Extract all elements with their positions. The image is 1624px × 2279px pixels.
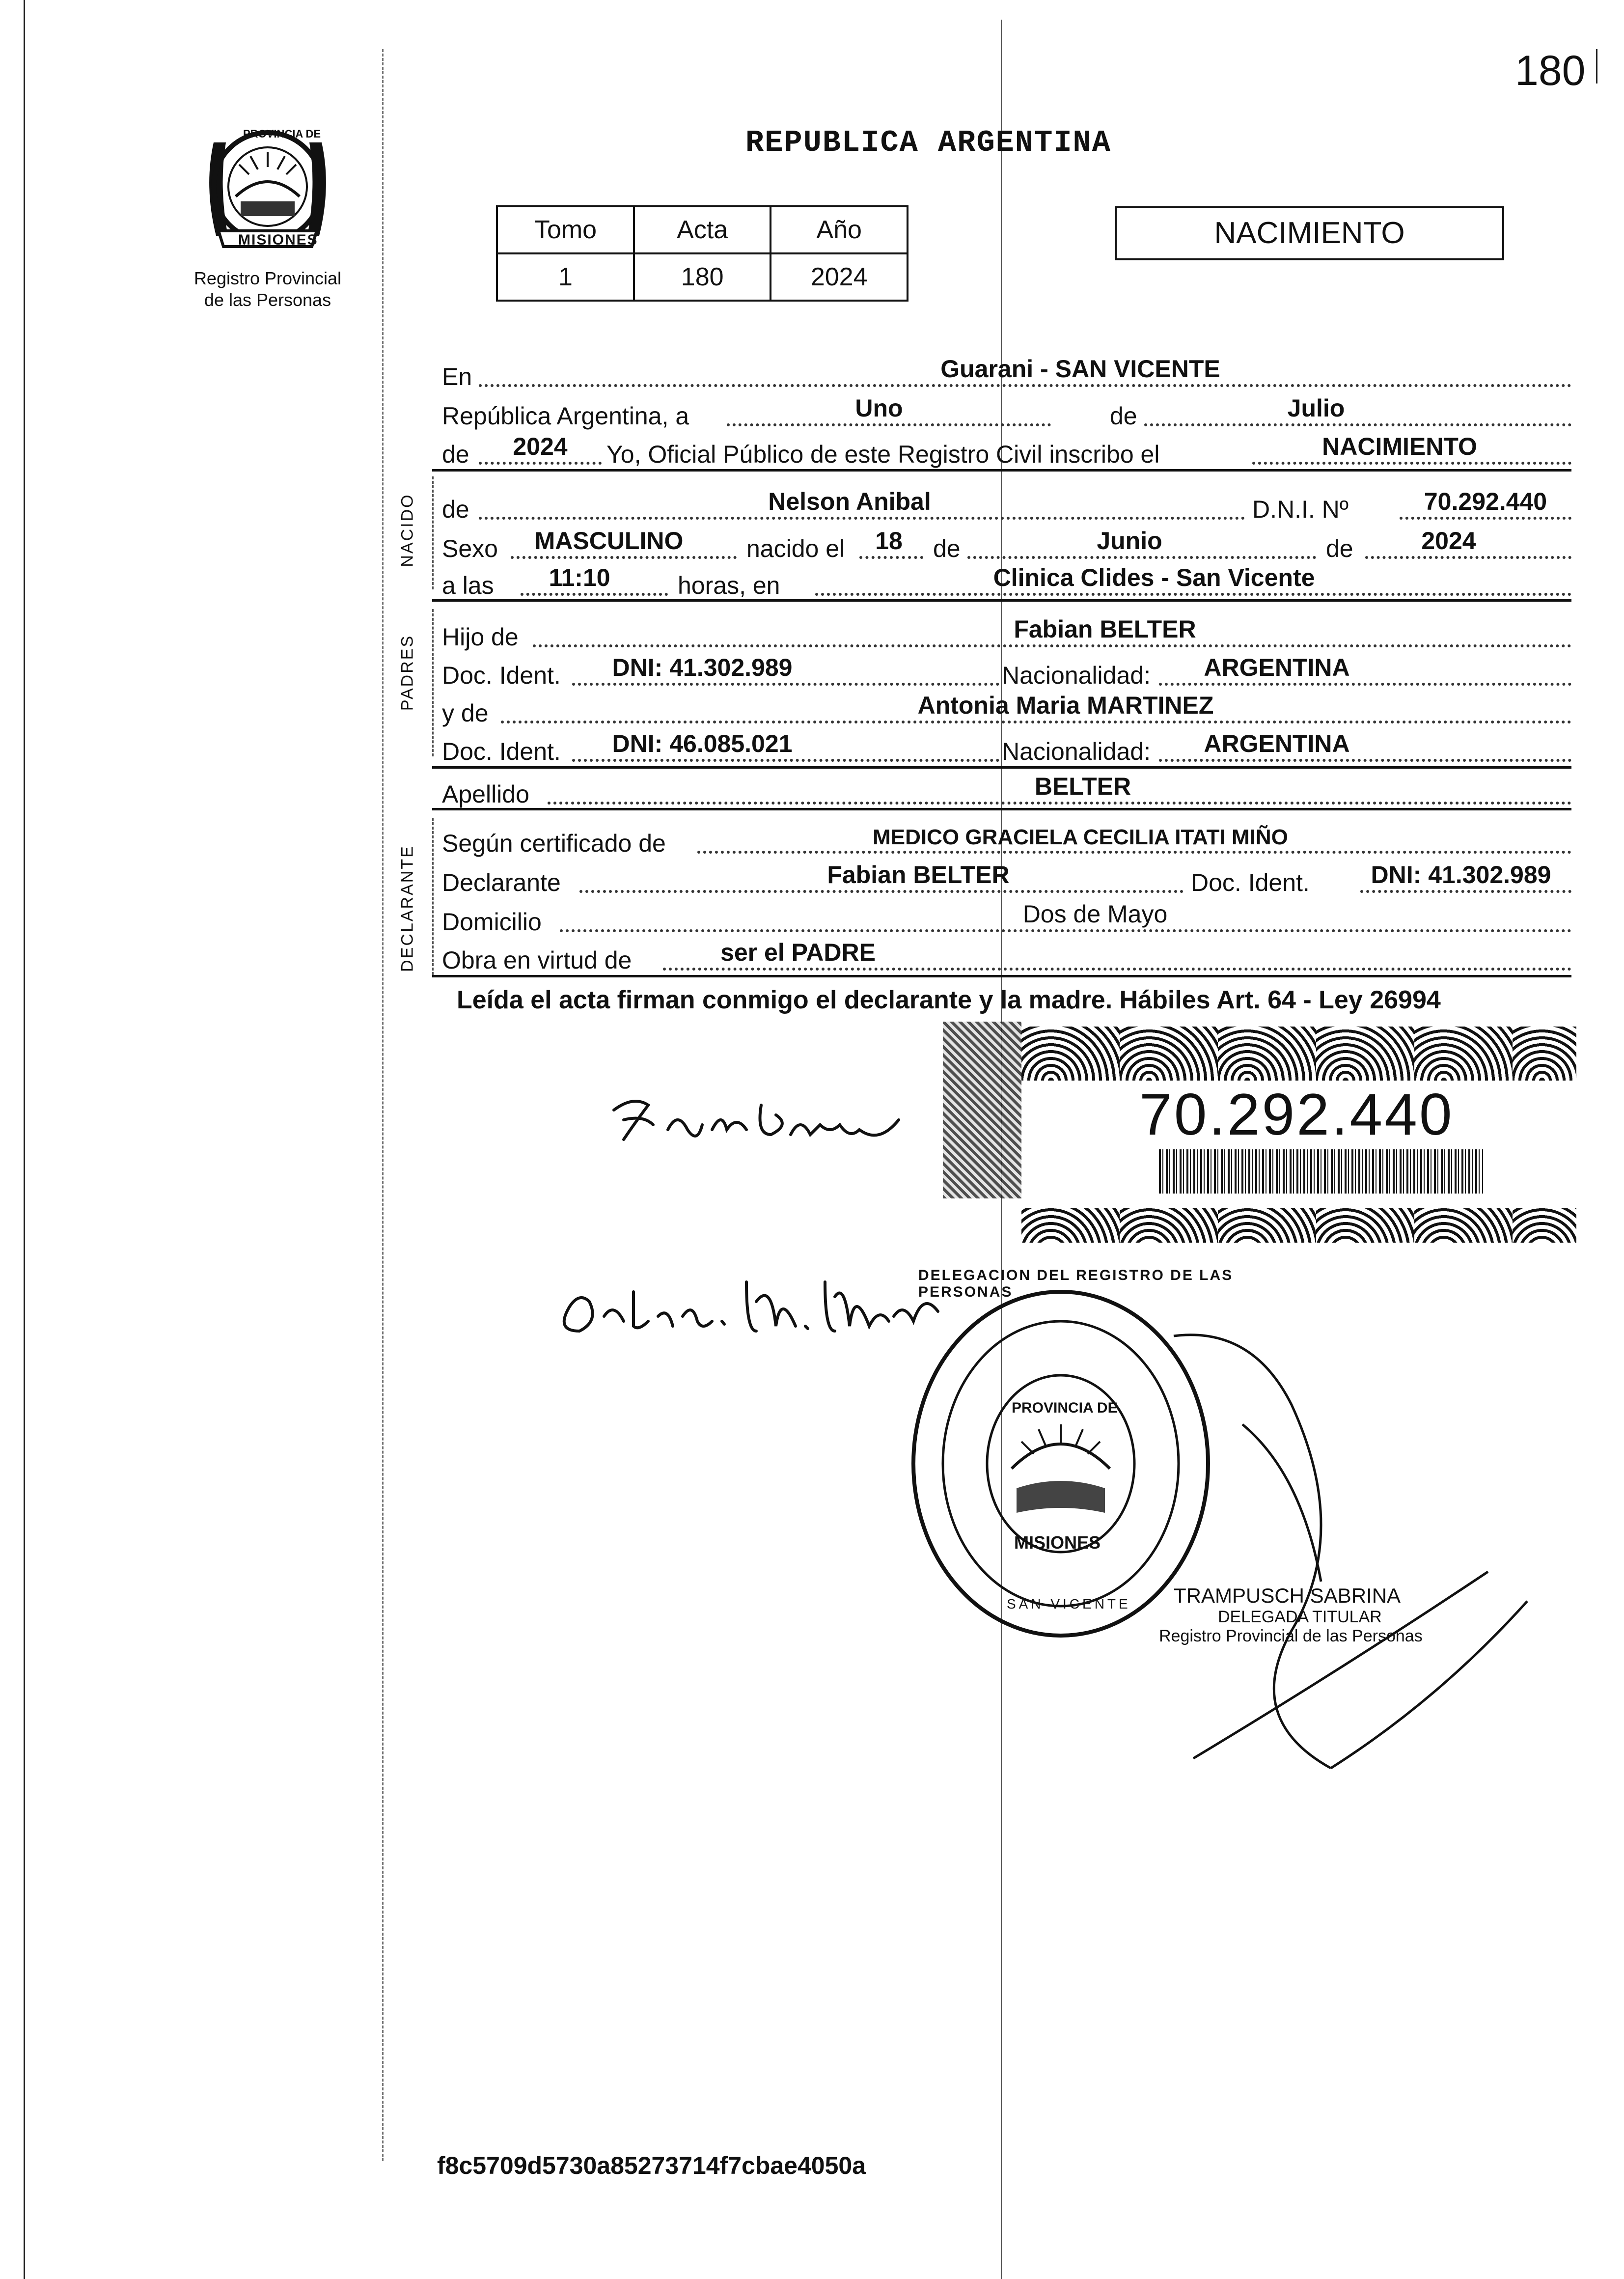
label-certificado: Según certificado de: [442, 830, 666, 857]
row-nacido-sexo: [442, 526, 1571, 565]
declarante-signature: [604, 1081, 908, 1164]
sticker-pattern-bottom: [1021, 1208, 1576, 1243]
dots-month: [1144, 423, 1571, 426]
label-father-nationality: Nacionalidad:: [1002, 662, 1151, 689]
label-hijo-de: Hijo de: [442, 623, 519, 651]
security-sticker: [1021, 1027, 1576, 1243]
row-mother-doc: [442, 728, 1571, 768]
dots-apellido: [548, 802, 1571, 805]
section-label-padres: PADRES: [398, 634, 417, 711]
label-de-month: de: [1110, 402, 1137, 430]
value-declarante-name: Fabian BELTER: [827, 861, 1010, 889]
label-a-las: a las: [442, 572, 494, 599]
binding-dashed-line: [382, 49, 384, 2161]
label-republica: República Argentina, a: [442, 402, 689, 430]
acta-value-acta: 180: [634, 253, 771, 301]
label-y-de: y de: [442, 699, 489, 727]
logo-caption-line2: de las Personas: [204, 290, 331, 310]
logo-caption-line1: Registro Provincial: [193, 268, 342, 288]
closing-statement: Leída el acta firman conmigo el declarante y la madre. Hábiles Art. 64 - Ley 26994: [457, 986, 1441, 1014]
dots-day: [727, 423, 1051, 426]
document-title: REPUBLICA ARGENTINA: [745, 125, 1111, 160]
label-obra: Obra en virtud de: [442, 946, 632, 974]
acta-value-tomo: 1: [497, 253, 634, 301]
separator-1: [432, 469, 1571, 472]
acta-table-header-row: [497, 206, 908, 253]
section-label-declarante: DECLARANTE: [398, 845, 417, 972]
value-domicilio: Dos de Mayo: [1022, 900, 1168, 928]
label-father-doc: Doc. Ident.: [442, 662, 561, 689]
official-stamp-name: TRAMPUSCH SABRINA: [1174, 1584, 1401, 1607]
page-number: 180: [1515, 47, 1586, 94]
value-birth-time: 11:10: [549, 564, 610, 591]
label-dni: D.N.I. Nº: [1252, 496, 1349, 523]
seal-locality-text: SAN VICENTE: [1007, 1596, 1131, 1612]
label-de-birth-year: de: [1326, 535, 1353, 562]
logo-caption: [167, 268, 368, 311]
registry-logo: [194, 113, 341, 260]
official-stamp-institution: Registro Provincial de las Personas: [1159, 1627, 1423, 1645]
acta-header-tomo: Tomo: [497, 206, 634, 253]
value-apellido: BELTER: [1034, 773, 1131, 800]
value-obra: ser el PADRE: [720, 939, 876, 966]
dots-declarante-doc: [1360, 890, 1571, 893]
value-birth-day: 18: [875, 527, 903, 555]
row-nacido-hora: [442, 562, 1571, 602]
hologram-square: [943, 1022, 1021, 1198]
sticker-barcode: [1159, 1149, 1483, 1194]
dots-time: [521, 593, 668, 596]
value-birth-month: Junio: [1097, 527, 1162, 555]
dots-birth-month: [967, 556, 1316, 559]
value-inscription-month: Julio: [1287, 394, 1345, 422]
label-declarante: Declarante: [442, 869, 561, 896]
seal-inner-bottom-text: MISIONES: [1014, 1532, 1101, 1553]
dots-father-nationality: [1159, 683, 1571, 686]
row-father-doc: [442, 652, 1571, 692]
row-declarante: [442, 860, 1571, 899]
official-stamp: [1149, 1584, 1493, 1646]
dots-en: [479, 384, 1571, 387]
left-margin-line: [24, 0, 25, 2279]
value-sexo: MASCULINO: [534, 527, 684, 555]
dots-sexo: [511, 556, 737, 559]
value-father-doc: DNI: 41.302.989: [612, 654, 793, 681]
row-y-de: [442, 690, 1571, 729]
dots-nacido-nombre: [479, 517, 1245, 520]
dots-year: [479, 462, 602, 465]
dots-declarante: [579, 890, 1184, 893]
row-inscripcion: [442, 431, 1571, 471]
dots-mother-nationality: [1159, 759, 1571, 762]
label-mother-nationality: Nacionalidad:: [1002, 738, 1151, 765]
brace-declarante: [432, 818, 434, 975]
label-domicilio: Domicilio: [442, 908, 542, 936]
dots-certificado: [697, 851, 1571, 854]
logo-seal-top-text: PROVINCIA DE: [243, 128, 321, 140]
record-type-box: NACIMIENTO: [1115, 206, 1504, 260]
value-inscription-type: NACIMIENTO: [1322, 433, 1477, 460]
value-certificado: MEDICO GRACIELA CECILIA ITATI MIÑO: [873, 825, 1288, 849]
acta-value-ano: 2024: [771, 253, 908, 301]
value-father-name: Fabian BELTER: [1014, 615, 1196, 643]
value-nacido-nombre: Nelson Anibal: [768, 488, 931, 515]
dots-mother-doc: [572, 759, 999, 762]
label-mother-doc: Doc. Ident.: [442, 738, 561, 765]
section-label-nacido: NACIDO: [398, 493, 417, 567]
acta-table-value-row: [497, 253, 908, 301]
label-sexo: Sexo: [442, 535, 498, 562]
brace-nacido: [432, 476, 434, 589]
value-birth-place: Clinica Clides - San Vicente: [993, 564, 1315, 591]
value-declarante-doc: DNI: 41.302.989: [1371, 861, 1551, 889]
acta-header-acta: Acta: [634, 206, 771, 253]
acta-table: [496, 205, 908, 302]
value-mother-name: Antonia Maria MARTINEZ: [917, 692, 1214, 719]
separator-2: [432, 599, 1571, 602]
row-certificado: [442, 820, 1571, 860]
dots-place: [815, 593, 1571, 596]
row-nacido-nombre: [442, 486, 1571, 526]
dots-father-name: [533, 644, 1571, 647]
dots-domicilio: [560, 929, 1571, 932]
row-fecha-inscripcion: [442, 393, 1571, 432]
brace-padres: [432, 609, 434, 756]
label-nacido-el: nacido el: [746, 535, 845, 562]
row-domicilio: [442, 899, 1571, 938]
label-de-year: de: [442, 441, 469, 468]
sticker-pattern-top: [1021, 1027, 1576, 1081]
separator-5: [432, 975, 1571, 977]
value-inscription-year: 2024: [513, 433, 568, 460]
label-en: En: [442, 363, 472, 390]
value-nacido-dni: 70.292.440: [1424, 488, 1547, 515]
label-de-birth-month: de: [933, 535, 961, 562]
dots-father-doc: [572, 683, 999, 686]
seal-inner-top-text: PROVINCIA DE: [1012, 1400, 1118, 1416]
official-stamp-role: DELEGADA TITULAR: [1218, 1608, 1382, 1626]
dots-dni: [1400, 517, 1571, 520]
acta-header-ano: Año: [771, 206, 908, 253]
label-apellido: Apellido: [442, 780, 529, 808]
official-signature-flourish: [1144, 1326, 1537, 1798]
dots-birth-year: [1365, 556, 1571, 559]
row-hijo-de: [442, 614, 1571, 653]
dots-birth-day: [859, 556, 923, 559]
right-margin-line: [1596, 49, 1597, 83]
dots-obra: [663, 968, 1571, 971]
logo-seal-bottom-text: MISIONES: [238, 232, 318, 248]
seal-ring-text: DELEGACION DEL REGISTRO DE LAS PERSONAS: [918, 1267, 1234, 1300]
value-birth-year: 2024: [1421, 527, 1476, 555]
value-father-nationality: ARGENTINA: [1204, 654, 1350, 681]
label-declarante-doc: Doc. Ident.: [1191, 869, 1310, 896]
value-locality: Guarani - SAN VICENTE: [940, 355, 1220, 383]
label-nacido-de: de: [442, 496, 469, 523]
separator-3: [432, 766, 1571, 769]
dots-mother-name: [501, 721, 1571, 723]
value-inscription-day: Uno: [855, 394, 903, 422]
value-mother-nationality: ARGENTINA: [1204, 730, 1350, 757]
row-obra: [442, 937, 1571, 976]
value-mother-doc: DNI: 46.085.021: [612, 730, 793, 757]
label-inscribo: Yo, Oficial Público de este Registro Civil inscribo el: [606, 441, 1160, 468]
document-hash: f8c5709d5730a85273714f7cbae4050a: [437, 2152, 866, 2179]
row-en: [442, 354, 1571, 393]
sticker-number: 70.292.440: [1139, 1082, 1454, 1147]
row-apellido: [442, 771, 1571, 810]
dots-inscribo: [1252, 462, 1571, 465]
separator-4: [432, 808, 1571, 810]
label-horas-en: horas, en: [678, 572, 780, 599]
mother-signature: [550, 1262, 943, 1361]
